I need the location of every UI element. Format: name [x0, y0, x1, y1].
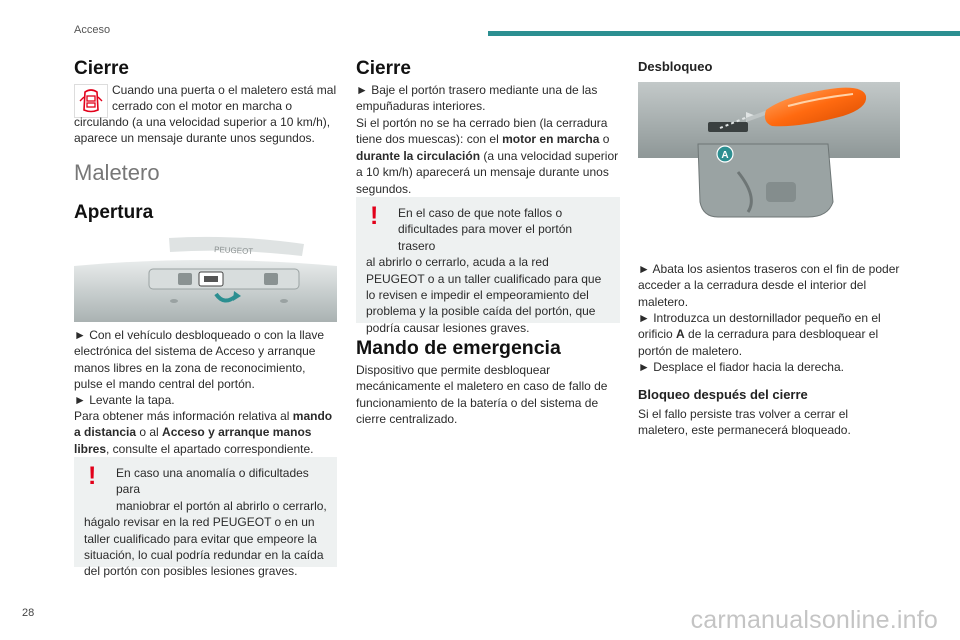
section-title-maletero: Maletero — [74, 160, 160, 185]
desbloqueo-heading: Desbloqueo — [638, 59, 713, 74]
cierre-bold-driving: durante la circulación — [356, 148, 481, 163]
warning-text: hágalo revisar en la red PEUGEOT o en un taller cualificado para evitar que empeore la situación, lo cual podría redundar en la caída del portón con posibles lesiones graves. — [84, 515, 324, 579]
watermark: carmanualsonline.info — [690, 606, 938, 634]
page-number: 28 — [22, 607, 35, 619]
warning-line-2: dificultades para mover el portón trasero — [398, 222, 573, 253]
warning-line-1: En caso una anomalía o dificultades para — [116, 466, 309, 497]
bloqueo-text: Si el fallo persiste tras volver a cerrar el maletero, este permanecerá bloqueado. — [638, 407, 851, 438]
tailgate-handle-image — [74, 236, 337, 322]
apertura-heading: Apertura — [74, 202, 154, 223]
emergency-lock-image — [638, 82, 900, 220]
cierre-text-mid: o — [599, 132, 610, 147]
desbloqueo-step-3: ► Desplace el fiador hacia la derecha. — [638, 360, 844, 374]
mando-emergencia-text: Dispositivo que permite desbloquear mecánicamente el maletero en caso de fallo de funcionamiento de la batería o del sistema de cierre centralizado. — [356, 363, 608, 427]
mando-emergencia-heading: Mando de emergencia — [356, 337, 561, 359]
warning-icon: ! — [370, 202, 379, 230]
desbloqueo-step-2 — [638, 310, 900, 359]
step2-bold-a: A — [676, 327, 685, 342]
cierre-text-pre: Si el portón no se ha cerrado bien (la cerradura tiene dos muescas): con el — [356, 116, 608, 147]
info-text-mid: o al — [136, 425, 163, 440]
cierre-text: circulando (a una velocidad superior a 10 km/h), aparece un mensaje durante unos segundos. — [74, 115, 331, 146]
peugeot-logo-text: PEUGEOT — [213, 245, 254, 257]
warning-text: al abrirlo o cerrarlo, acuda a la red PEUGEOT o a un taller cualificado para que lo revisen e impedir el empeoramiento del problema y la posible caída del portón, que podría causar lesiones graves. — [366, 255, 602, 335]
apertura-step-2: ► Levante la tapa. — [74, 393, 175, 407]
cierre-heading-2: Cierre — [356, 58, 411, 79]
cierre-paragraph — [356, 115, 620, 197]
cierre-step-1: ► Baje el portón trasero mediante una de las empuñaduras interiores. — [356, 83, 598, 114]
label-a: A — [721, 150, 729, 161]
cierre-heading: Cierre — [74, 58, 129, 79]
warning-line-2: maniobrar el portón al abrirlo o cerrarlo, — [116, 498, 327, 513]
step2-text-pre: ► Introduzca un destornillador pequeño en el orificio — [638, 311, 881, 342]
desbloqueo-step-1: ► Abata los asientos traseros con el fin de poder acceder a la cerradura desde el interior del maletero. — [638, 262, 900, 309]
bloqueo-heading: Bloqueo después del cierre — [638, 387, 808, 402]
step2-text-post: de la cerradura para desbloquear el portón de maletero. — [638, 327, 879, 358]
info-text: Para obtener más información relativa al — [74, 409, 293, 423]
apertura-info — [74, 408, 337, 457]
cierre-text-post: (a una velocidad superior a 10 km/h) aparecerá un mensaje durante unos segundos. — [356, 148, 619, 196]
cierre-text-line2: cerrado con el motor en marcha o — [112, 99, 293, 113]
info-bold-remote: mando a distancia — [74, 409, 333, 440]
warning-box-apertura — [74, 457, 337, 579]
info-text-post: , consulte el apartado correspondiente. — [106, 441, 314, 456]
cierre-text-line1: Cuando una puerta o el maletero está mal — [112, 83, 337, 97]
apertura-step-1: ► Con el vehículo desbloqueado o con la llave electrónica del sistema de Acceso y arranque manos libres en la zona de reconocimiento, pulse el mando central del portón. — [74, 328, 325, 392]
header-title: Acceso — [74, 24, 111, 36]
warning-box-cierre — [356, 197, 620, 335]
warning-icon: ! — [88, 462, 97, 490]
info-bold-keyless: Acceso y arranque manos libres — [74, 425, 312, 456]
header-accent-bar — [488, 31, 960, 36]
warning-line-1: En el caso de que note fallos o — [398, 206, 563, 220]
open-door-warning-icon — [74, 84, 108, 118]
cierre-bold-engine: motor en marcha — [502, 132, 600, 147]
